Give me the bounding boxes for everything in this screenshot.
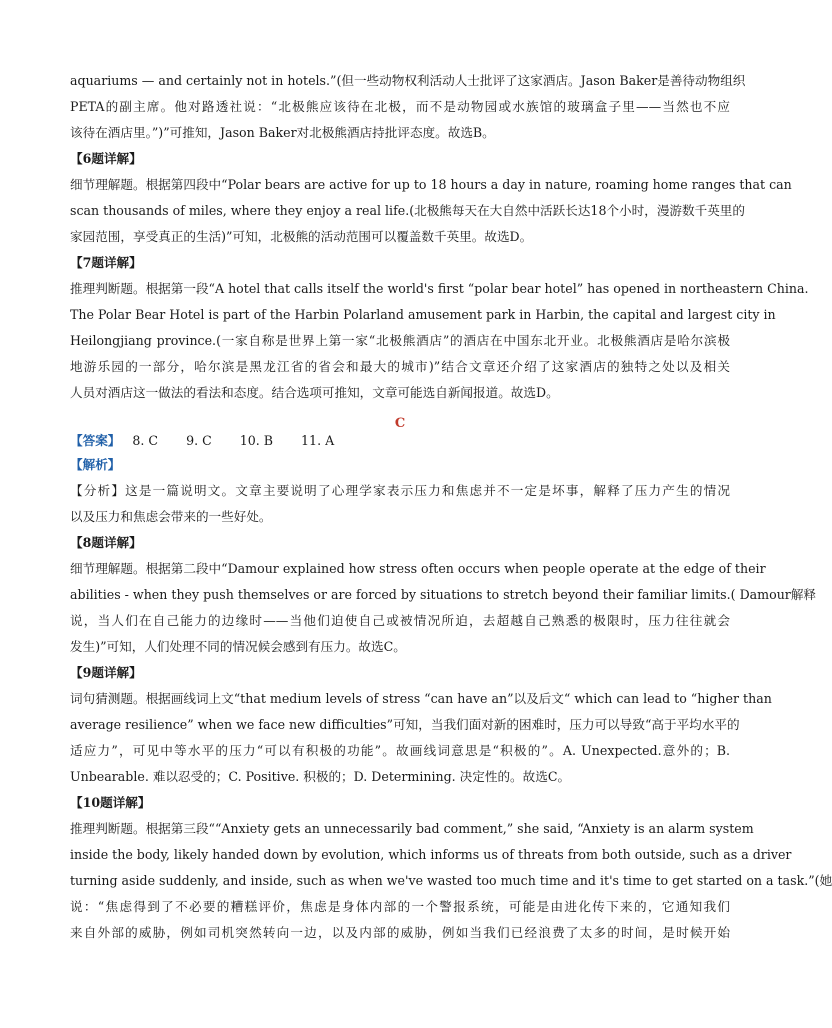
text-line: 词句猜测题。根据画线词上文“that medium levels of stress “can have an”以及后文“ which can lead to “higher than	[70, 691, 772, 706]
q7-heading: 【7题详解】	[70, 255, 142, 270]
text-line: PETA的副主席。他对路透社说：“北极熊应该待在北极，而不是动物园或水族馆的玻璃盒子里——当然也不应	[70, 99, 730, 114]
text-line: 说：“焦虑得到了不必要的糟糕评价，焦虑是身体内部的一个警报系统，可能是由进化传下来的，它通知我们	[70, 899, 730, 914]
answers-label: 【答案】	[70, 433, 121, 448]
text-line: 该待在酒店里。”)”可推知，Jason Baker对北极熊酒店持批评态度。故选B。	[70, 125, 495, 140]
text-line: Unbearable. 难以忍受的；C. Positive. 积极的；D. Determining. 决定性的。故选C。	[70, 769, 571, 784]
text-line: 细节理解题。根据第四段中“Polar bears are active for up to 18 hours a day in nature, roaming home ranges that can	[70, 177, 792, 192]
text-line: 细节理解题。根据第二段中“Damour explained how stress often occurs when people operate at the edge of their	[70, 561, 766, 576]
text-line: aquariums — and certainly not in hotels.”(但一些动物权利活动人士批评了这家酒店。Jason Baker是善待动物组织	[70, 73, 746, 88]
text-line: 推理判断题。根据第一段“A hotel that calls itself the world's first “polar bear hotel” has opened in northeastern China.	[70, 281, 809, 296]
text-line: 推理判断题。根据第三段““Anxiety gets an unnecessarily bad comment,” she said, “Anxiety is an alarm system	[70, 821, 754, 836]
text-line: turning aside suddenly, and inside, such as when we've wasted too much time and it's time to get started on a task.”(她	[70, 873, 832, 888]
text-line: 家园范围，享受真正的生活)”可知，北极熊的活动范围可以覆盖数千英里。故选D。	[70, 229, 533, 244]
q8-heading: 【8题详解】	[70, 535, 142, 550]
text-line: 人员对酒店这一做法的看法和态度。结合选项可推知，文章可能选自新闻报道。故选D。	[70, 385, 559, 400]
text-line: 适应力”，可见中等水平的压力“可以有积极的功能”。故画线词意思是“积极的”。A. Unexpected.意外的；B.	[70, 743, 730, 758]
answer-item: 10. B	[239, 433, 274, 448]
text-line: 来自外部的威胁，例如司机突然转向一边，以及内部的威胁，例如当我们已经浪费了太多的时间，是时候开始	[70, 925, 730, 940]
text-line: 发生)”可知，人们处理不同的情况候会感到有压力。故选C。	[70, 639, 406, 654]
text-line: average resilience” when we face new difficulties”可知，当我们面对新的困难时，压力可以导致“高于平均水平的	[70, 717, 740, 732]
text-line: abilities - when they push themselves or are forced by situations to stretch beyond their familiar limits.( Damour解释	[70, 587, 817, 602]
answer-item: 8. C	[132, 433, 159, 448]
text-line: inside the body, likely handed down by evolution, which informs us of threats from both outside, such as a driver	[70, 847, 792, 862]
section-letter: C	[394, 416, 406, 431]
analysis-label: 【解析】	[70, 457, 121, 472]
text-line: The Polar Bear Hotel is part of the Harbin Polarland amusement park in Harbin, the capital and largest city in	[70, 307, 776, 322]
q9-heading: 【9题详解】	[70, 665, 142, 680]
text-line: 【分析】这是一篇说明文。文章主要说明了心理学家表示压力和焦虑并不一定是坏事，解释了压力产生的情况	[70, 483, 730, 498]
text-line: 说，当人们在自己能力的边缘时——当他们迫使自己或被情况所迫，去超越自己熟悉的极限时，压力往往就会	[70, 613, 730, 628]
answer-item: 11. A	[301, 433, 335, 448]
text-line: 地游乐园的一部分，哈尔滨是黑龙江省的省会和最大的城市)”结合文章还介绍了这家酒店的独特之处以及相关	[70, 359, 730, 374]
q6-heading: 【6题详解】	[70, 151, 142, 166]
answer-item: 9. C	[186, 433, 212, 448]
text-line: scan thousands of miles, where they enjoy a real life.(北极熊每天在大自然中活跃长达18个小时，漫游数千英里的	[70, 203, 745, 218]
answers-row	[70, 432, 730, 450]
text-line: Heilongjiang province.(一家自称是世界上第一家“北极熊酒店”的酒店在中国东北开业。北极熊酒店是哈尔滨极	[70, 333, 730, 348]
text-line: 以及压力和焦虑会带来的一些好处。	[70, 509, 272, 524]
q10-heading: 【10题详解】	[70, 795, 151, 810]
